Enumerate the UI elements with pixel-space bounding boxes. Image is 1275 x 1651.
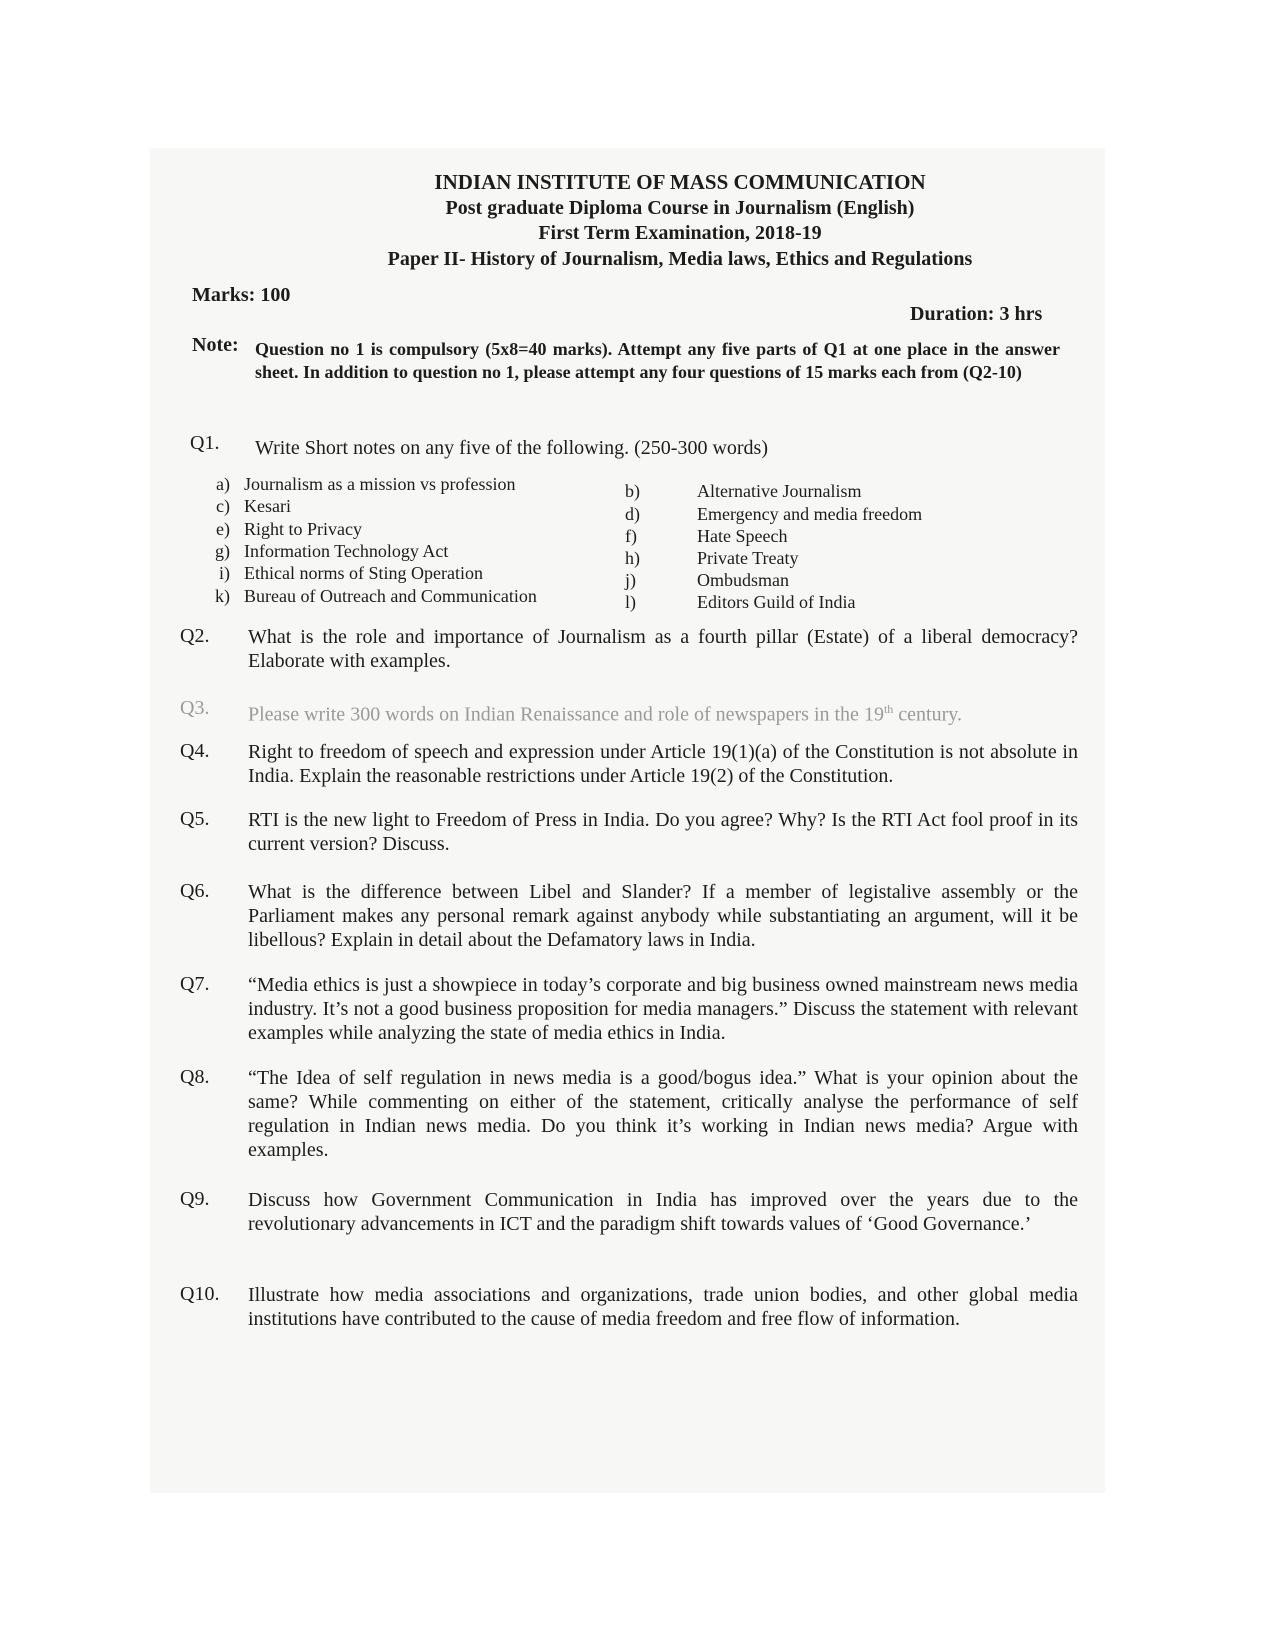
question-text: What is the role and importance of Journalism as a fourth pillar (Estate) of a liberal democracy? Elaborate with examples. [248,626,1078,672]
option-letter: g) [215,541,230,561]
option-letter: b) [625,481,640,501]
option-letter: d) [625,504,640,524]
option-text: Ombudsman [697,570,789,590]
duration-label: Duration: 3 hrs [910,303,1043,325]
option-text: Information Technology Act [244,541,449,561]
option-d [625,503,922,525]
option-text: Hate Speech [697,526,788,546]
option-j [625,569,789,591]
question-number: Q3. [180,697,210,719]
question-text: What is the difference between Libel and Slander? If a member of legistalive assembly or the Parliament makes any personal remark against anybody while substantiating an argument, will it be libellous? Explain in detail about the Defamatory laws in India. [248,881,1078,951]
question-text: Illustrate how media associations and organizations, trade union bodies, and other global media institutions have contributed to the cause of media freedom and free flow of information. [248,1284,1078,1330]
option-letter: j) [625,570,636,590]
question-text: RTI is the new light to Freedom of Press in India. Do you agree? Why? Is the RTI Act fool proof in its current version? Discuss. [248,809,1078,855]
option-letter: l) [625,592,636,612]
institute-title: INDIAN INSTITUTE OF MASS COMMUNICATION [434,170,926,194]
option-b [625,480,861,502]
option-e [200,518,362,540]
option-text: Editors Guild of India [697,592,856,612]
question-text: “Media ethics is just a showpiece in today’s corporate and big business owned mainstream news media industry. It’s not a good business proposition for media managers.” Discuss the statement with relevant examples while analyzing the state of media ethics in India. [248,974,1078,1044]
option-h [625,547,799,569]
course-title: Post graduate Diploma Course in Journalism (English) [445,197,915,219]
option-l [625,591,855,613]
option-text: Journalism as a mission vs profession [244,474,516,494]
paper-title: Paper II- History of Journalism, Media laws, Ethics and Regulations [387,248,973,270]
option-text: Emergency and media freedom [697,504,923,524]
option-text: Bureau of Outreach and Communication [244,586,537,606]
option-text: Right to Privacy [244,519,362,539]
option-letter: f) [625,526,637,546]
option-letter: k) [215,586,230,606]
option-letter: a) [216,474,230,494]
exam-title: First Term Examination, 2018-19 [538,222,822,244]
option-i [200,562,483,584]
question-number: Q9. [180,1188,210,1210]
option-letter: h) [625,548,640,568]
question-number: Q7. [180,973,210,995]
option-g [200,540,448,562]
option-text: Alternative Journalism [697,481,862,501]
question-text: Discuss how Government Communication in India has improved over the years due to the revolutionary advancements in ICT and the paradigm shift towards values of ‘Good Governance.’ [248,1189,1078,1235]
marks-label: Marks: 100 [192,284,291,306]
option-text: Private Treaty [697,548,799,568]
note-label: Note: [192,334,239,356]
option-letter: c) [216,496,230,516]
question-text: Write Short notes on any five of the following. (250-300 words) [255,437,768,459]
option-k [200,585,537,607]
question-number: Q5. [180,808,210,830]
question-number: Q8. [180,1066,210,1088]
option-c [200,495,291,517]
option-letter: i) [219,563,230,583]
option-letter: e) [216,519,230,539]
question-number: Q4. [180,740,210,762]
question-number: Q6. [180,880,210,902]
note-text: Question no 1 is compulsory (5x8=40 marks). Attempt any five parts of Q1 at one place in the answer sheet. In addition to question no 1, please attempt any four questions of 15 marks each from (Q2-10) [255,339,1060,382]
option-text: Kesari [244,496,291,516]
option-a [200,473,516,495]
option-f [625,525,787,547]
option-text: Ethical norms of Sting Operation [244,563,483,583]
question-text: Right to freedom of speech and expression under Article 19(1)(a) of the Constitution is not absolute in India. Explain the reasonable restrictions under Article 19(2) of the Constitution. [248,741,1078,787]
question-text: “The Idea of self regulation in news media is a good/bogus idea.” What is your opinion about the same? While commenting on either of the statement, critically analyse the performance of self regulation in Indian news media. Do you think it’s working in Indian news media? Argue with examples. [248,1067,1078,1161]
question-text: Please write 300 words on Indian Renaissance and role of newspapers in the 19th century. [248,702,962,726]
question-number: Q2. [180,625,210,647]
question-number: Q10. [180,1283,220,1305]
question-number: Q1. [190,432,220,454]
